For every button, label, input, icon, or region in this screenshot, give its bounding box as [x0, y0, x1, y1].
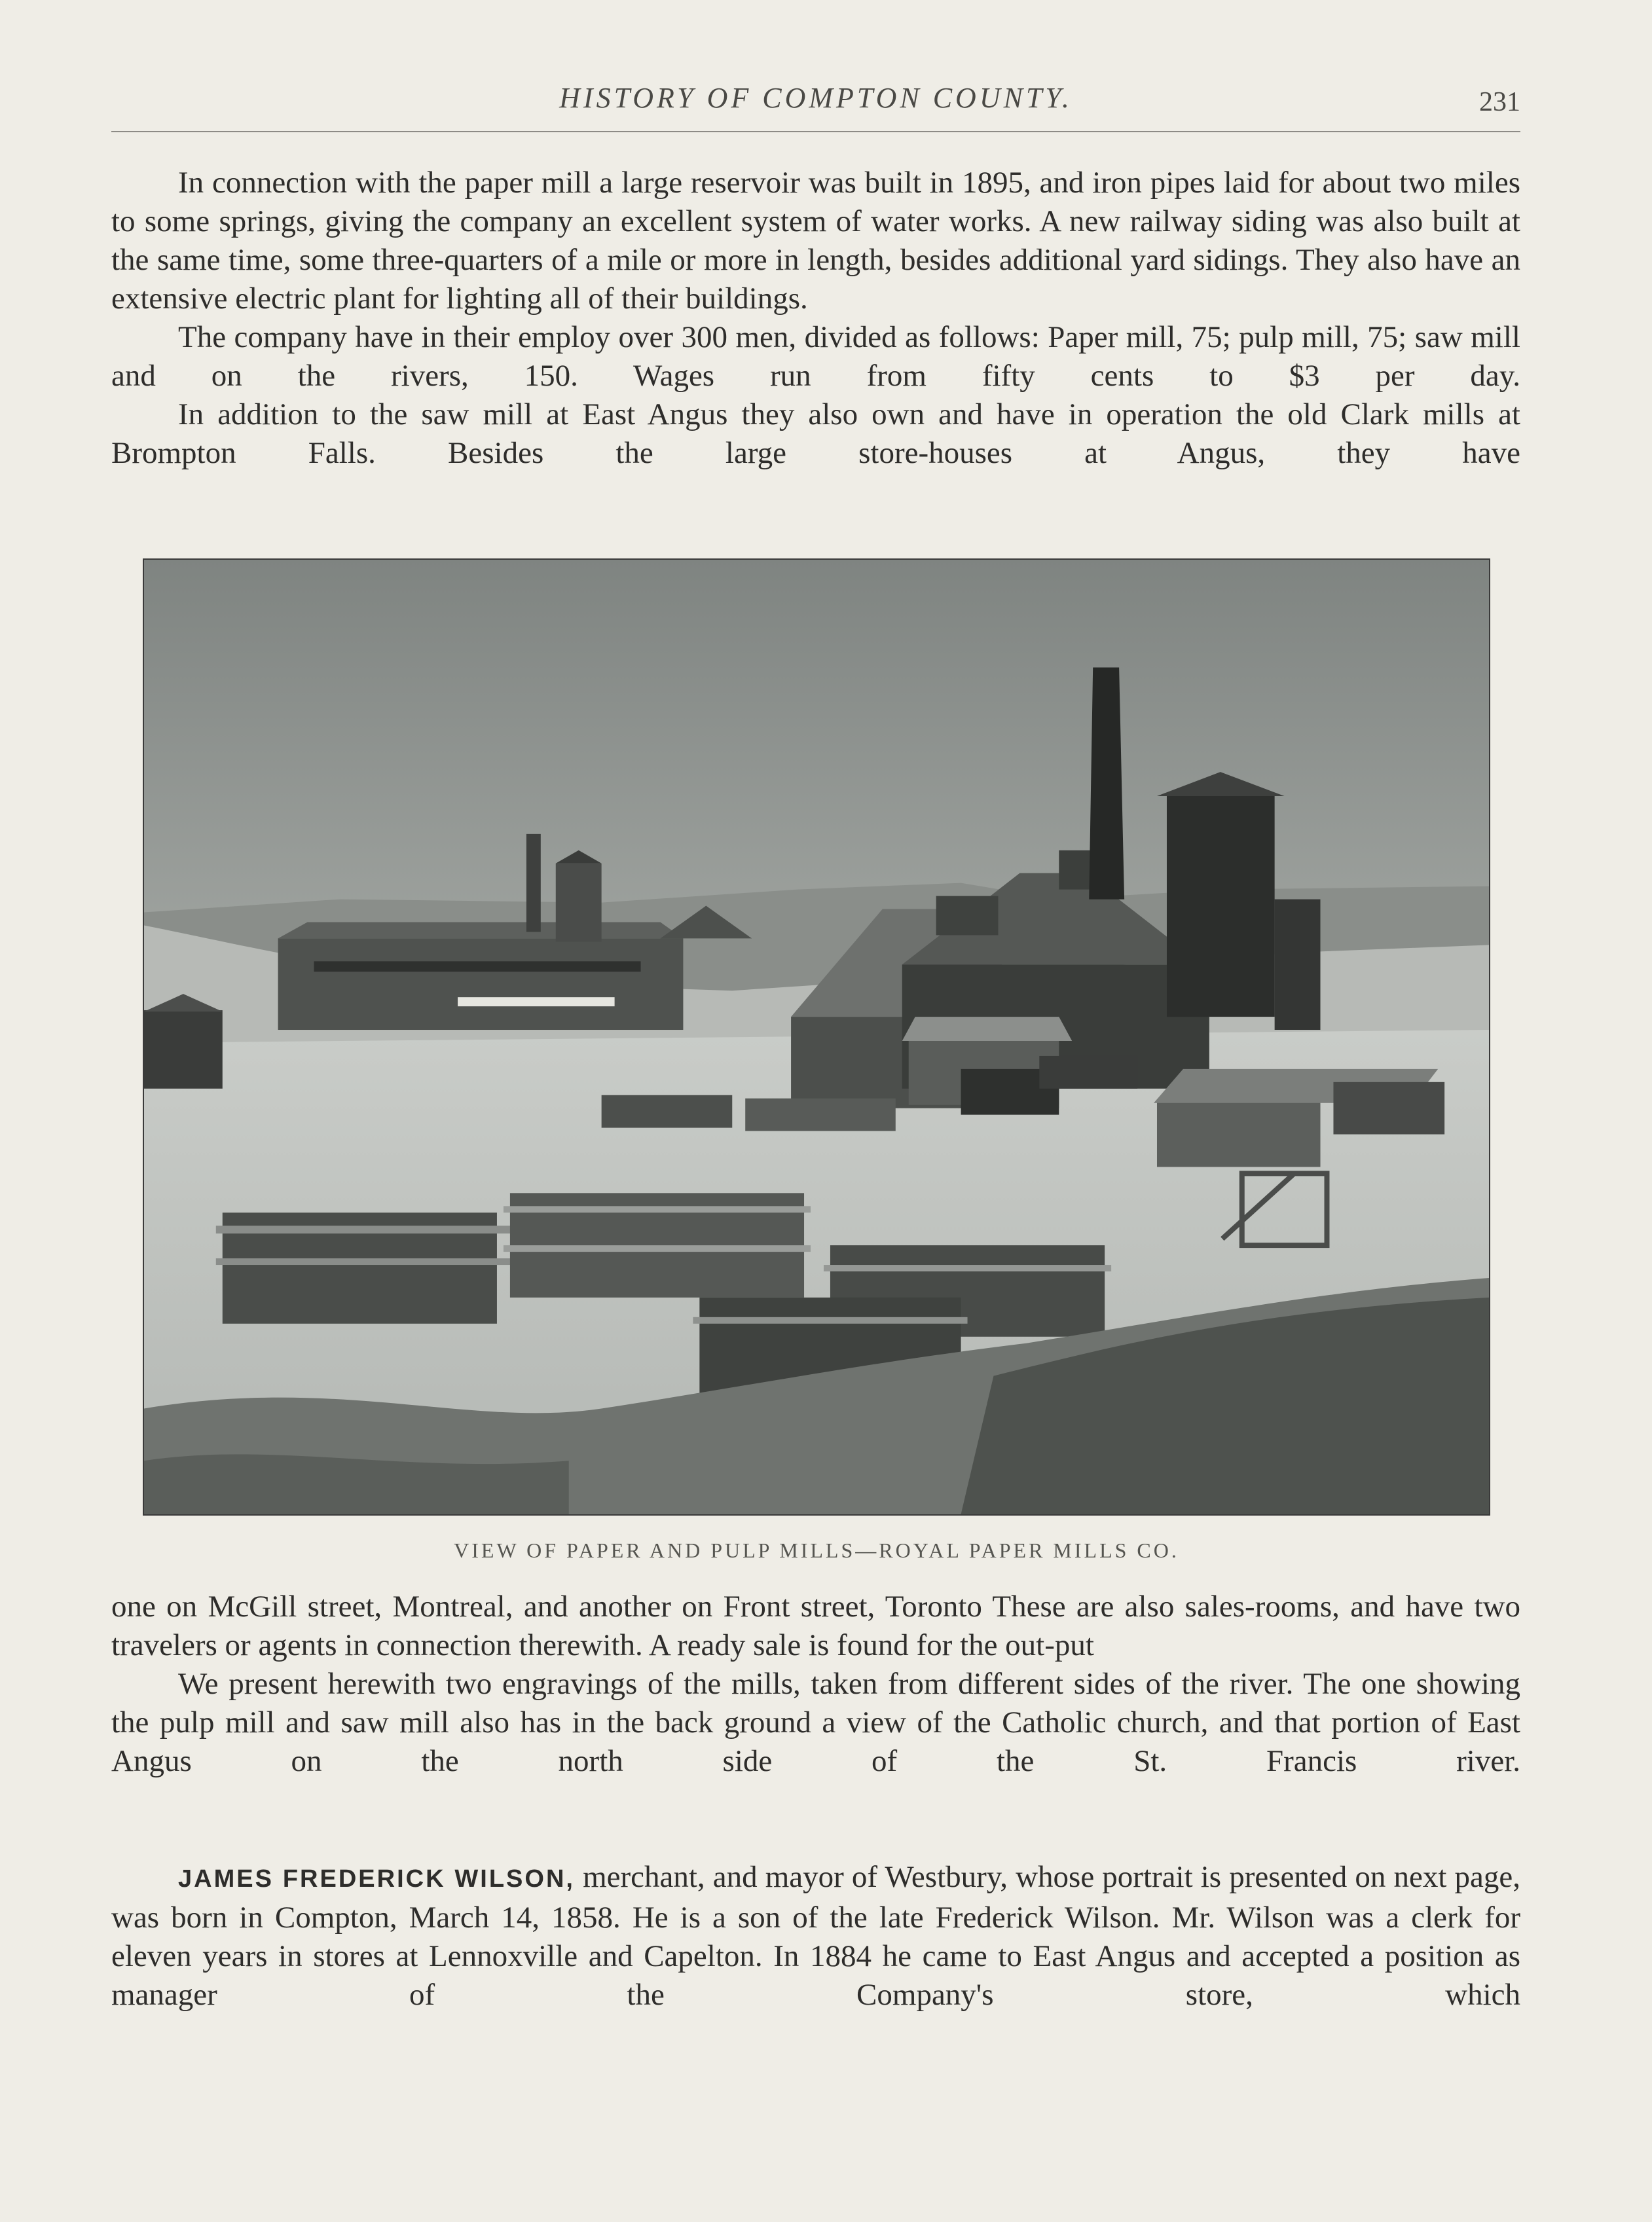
bottom-text-block [111, 1588, 1520, 1781]
paragraph-engravings: We present herewith two engravings of the mills, taken from different sides of the river. The one showing the pulp mill and saw mill also has in the back ground a view of the Catholic church, and that portion of East Angus on the north side of the St. Francis river. [111, 1667, 1520, 1778]
paragraph-biography [111, 1858, 1520, 2014]
mill-photograph [143, 558, 1490, 1516]
paragraph-employees: The company have in their employ over 300 men, divided as follows: Paper mill, 75; pulp mill, 75; saw mill and on the rivers, 150. Wages run from fifty cents to $3 per day. [111, 320, 1520, 393]
top-text-block [111, 164, 1520, 473]
page-header [111, 77, 1520, 136]
header-rule [111, 131, 1520, 132]
mill-photograph-illustration [144, 560, 1489, 1514]
paragraph-water-works: In connection with the paper mill a large reservoir was built in 1895, and iron pipes laid for about two miles to some springs, giving the company an excellent system of water works. A new railway siding was also built at the same time, some three-quarters of a mile or more in length, besides additional yard sidings. They also have an extensive electric plant for lighting all of their buildings. [111, 166, 1520, 316]
figure-caption: VIEW OF PAPER AND PULP MILLS—ROYAL PAPER MILLS CO. [454, 1539, 1179, 1562]
paragraph-mills: In addition to the saw mill at East Angus they also own and have in operation the old Clark mills at Brompton Falls. Besides the large store-houses at Angus, they have [111, 397, 1520, 470]
running-title: HISTORY OF COMPTON COUNTY. [559, 82, 1073, 114]
page-number: 231 [1479, 87, 1520, 117]
biography-text: merchant, and mayor of Westbury, whose portrait is presented on next page, was born in Compton, March 14, 1858. He is a son of the late Frederick Wilson. Mr. Wilson was a clerk for eleven years in stores at Lennoxville and Capelton. In 1884 he came to East Angus and accepted a position as manager of the Company's store, which [111, 1860, 1520, 2012]
biography-name: JAMES FREDERICK WILSON, [178, 1865, 575, 1893]
biography-block [111, 1858, 1520, 2014]
paragraph-salesrooms: one on McGill street, Montreal, and another on Front street, Toronto These are also sales-rooms, and have two travelers or agents in connection therewith. A ready sale is found for the out-put [111, 1590, 1520, 1662]
